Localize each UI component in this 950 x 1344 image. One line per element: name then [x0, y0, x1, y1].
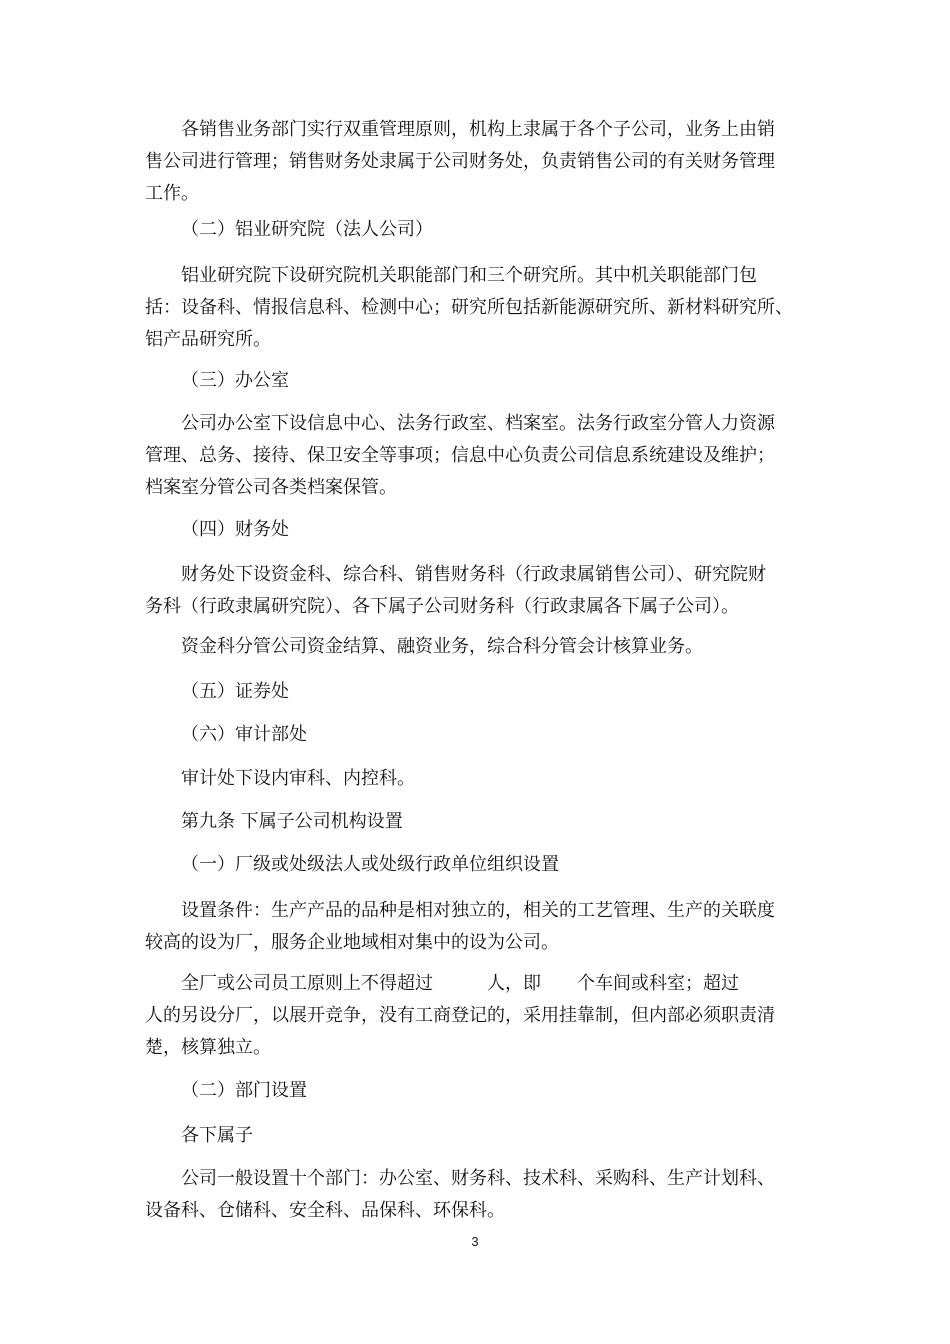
paragraph-office — [145, 408, 809, 504]
heading-securities — [145, 676, 809, 708]
paragraph-audit — [145, 763, 809, 795]
page-number: 3 — [471, 1234, 479, 1249]
text-line: 第九条 下属子公司机构设置 — [181, 811, 403, 832]
paragraph-sales-dept — [145, 114, 809, 210]
text-line: 设备科、仓储科、安全科、品保科、环保科。 — [145, 1200, 505, 1221]
paragraph-ten-departments — [145, 1163, 809, 1227]
heading-audit — [145, 719, 809, 751]
text-line: 审计处下设内审科、内控科。 — [181, 768, 415, 789]
text-line: （五）证券处 — [181, 681, 289, 702]
text-line: （三）办公室 — [181, 370, 289, 391]
heading-finance — [145, 514, 809, 546]
text-line: （四）财务处 — [181, 519, 289, 540]
paragraph-subsidiaries — [145, 1120, 809, 1152]
text-line: 财务处下设资金科、综合科、销售财务科（行政隶属销售公司）、研究院财 — [181, 564, 766, 585]
text-line: （一）厂级或处级法人或处级行政单位组织设置 — [181, 854, 559, 875]
text-line: 工作。 — [145, 183, 199, 204]
heading-aluminum-institute — [145, 214, 809, 246]
text-line: 铝业研究院下设研究院机关职能部门和三个研究所。其中机关职能部门包 — [181, 265, 757, 286]
text-line: 括：设备科、情报信息科、检测中心；研究所包括新能源研究所、新材料研究所、 — [145, 297, 793, 318]
text-line: （二）部门设置 — [181, 1080, 307, 1101]
heading-office — [145, 365, 809, 397]
text-line: 设置条件：生产产品的品种是相对独立的，相关的工艺管理、生产的关联度 — [181, 900, 775, 921]
paragraph-setup-conditions — [145, 895, 809, 959]
text-line: 务科（行政隶属研究院）、各下属子公司财务科（行政隶属各下属子公司）。 — [145, 596, 739, 617]
text-line: 资金科分管公司资金结算、融资业务，综合科分管会计核算业务。 — [181, 636, 703, 657]
text-line: 各销售业务部门实行双重管理原则，机构上隶属于各个子公司，业务上由销 — [181, 119, 775, 140]
text-line: 公司一般设置十个部门：办公室、财务科、技术科、采购科、生产计划科、 — [181, 1168, 775, 1189]
text-line: 全厂或公司员工原则上不得超过 人，即 个车间或科室；超过 — [181, 973, 739, 994]
text-line: （六）审计部处 — [181, 724, 307, 745]
text-line: 公司办公室下设信息中心、法务行政室、档案室。法务行政室分管人力资源 — [181, 413, 775, 434]
text-line: 售公司进行管理；销售财务处隶属于公司财务处，负责销售公司的有关财务管理 — [145, 151, 775, 172]
paragraph-institute — [145, 260, 809, 356]
heading-dept-setup — [145, 1075, 809, 1107]
paragraph-finance — [145, 559, 809, 623]
article-nine-heading — [145, 806, 809, 838]
text-line: 档案室分管公司各类档案保管。 — [145, 477, 397, 498]
heading-org-setup — [145, 849, 809, 881]
text-line: 楚，核算独立。 — [145, 1037, 271, 1058]
text-line: 人的另设分厂，以展开竞争，没有工商登记的，采用挂靠制，但内部必须职责清 — [145, 1005, 775, 1026]
text-line: 铝产品研究所。 — [145, 329, 271, 350]
text-line: 管理、总务、接待、保卫安全等事项；信息中心负责公司信息系统建设及维护； — [145, 445, 775, 466]
text-line: 较高的设为厂，服务企业地域相对集中的设为公司。 — [145, 932, 559, 953]
text-line: 各下属子 — [181, 1125, 253, 1146]
paragraph-staff-limit — [145, 968, 809, 1064]
text-line: （二）铝业研究院（法人公司） — [181, 219, 433, 240]
paragraph-fund-section — [145, 631, 809, 663]
